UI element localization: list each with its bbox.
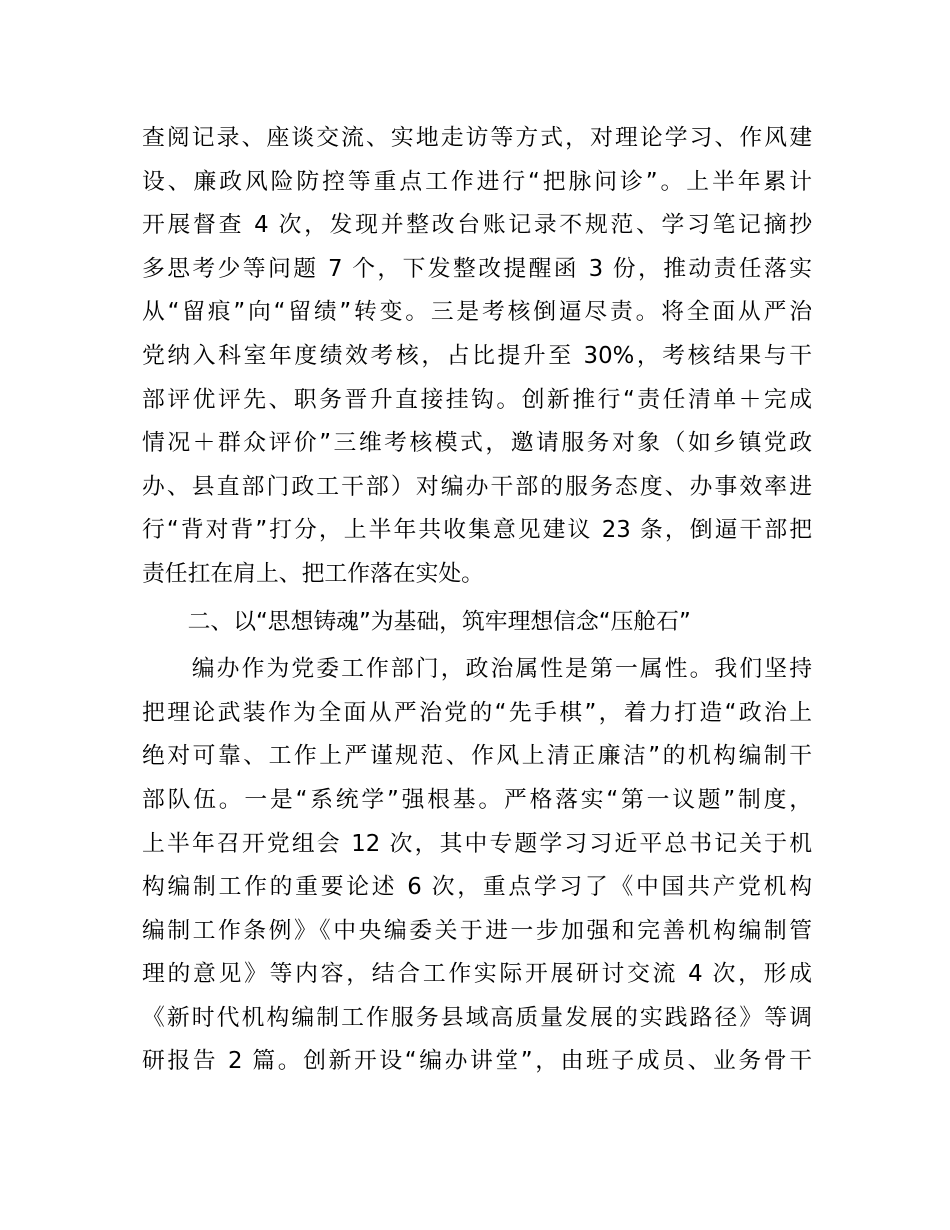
text-line: 多思考少等问题 7 个，下发整改提醒函 3 份，推动责任落实 [142,255,812,282]
text-line: 从“留痕”向“留绩”转变。三是考核倒逼尽责。将全面从严治 [142,299,812,326]
text-line: 理的意见》等内容，结合工作实际开展研讨交流 4 次，形成 [142,961,812,988]
text-line: 编办作为党委工作部门，政治属性是第一属性。我们坚持 [142,656,812,683]
text-line: 开展督查 4 次，发现并整改台账记录不规范、学习笔记摘抄 [142,212,812,239]
text-line: 行“背对背”打分，上半年共收集意见建议 23 条，倒逼干部把 [142,517,812,544]
text-line: 研报告 2 篇。创新开设“编办讲堂”，由班子成员、业务骨干 [142,1048,812,1075]
text-line: 构编制工作的重要论述 6 次，重点学习了《中国共产党机构 [142,874,812,901]
text-line: 绝对可靠、工作上严谨规范、作风上清正廉洁”的机构编制干 [142,743,812,770]
text-line: 党纳入科室年度绩效考核，占比提升至 30%，考核结果与干 [142,342,812,369]
text-line: 把理论武装作为全面从严治党的“先手棋”，着力打造“政治上 [142,699,812,726]
text-line: 办、县直部门政工干部）对编办干部的服务态度、办事效率进 [142,473,812,500]
text-line: 上半年召开党组会 12 次，其中专题学习习近平总书记关于机 [142,830,812,857]
text-line: 设、廉政风险防控等重点工作进行“把脉问诊”。上半年累计 [142,168,812,195]
text-line: 《新时代机构编制工作服务县域高质量发展的实践路径》等调 [142,1004,812,1031]
paragraph-2 [142,648,812,1084]
text-line: 责任扛在肩上、把工作落在实处。 [142,560,484,587]
text-line: 部队伍。一是“系统学”强根基。严格落实“第一议题”制度， [142,786,812,813]
section-heading: 二、以“思想铸魂”为基础，筑牢理想信念“压舱石” [142,608,691,635]
document-body [142,117,812,1084]
text-line: 情况＋群众评价”三维考核模式，邀请服务对象（如乡镇党政 [142,430,812,457]
text-line: 查阅记录、座谈交流、实地走访等方式，对理论学习、作风建 [142,125,812,151]
paragraph-1 [142,117,812,597]
text-line: 部评优评先、职务晋升直接挂钩。创新推行“责任清单＋完成 [142,386,812,413]
text-line: 编制工作条例》《中央编委关于进一步加强和完善机构编制管 [142,917,812,944]
